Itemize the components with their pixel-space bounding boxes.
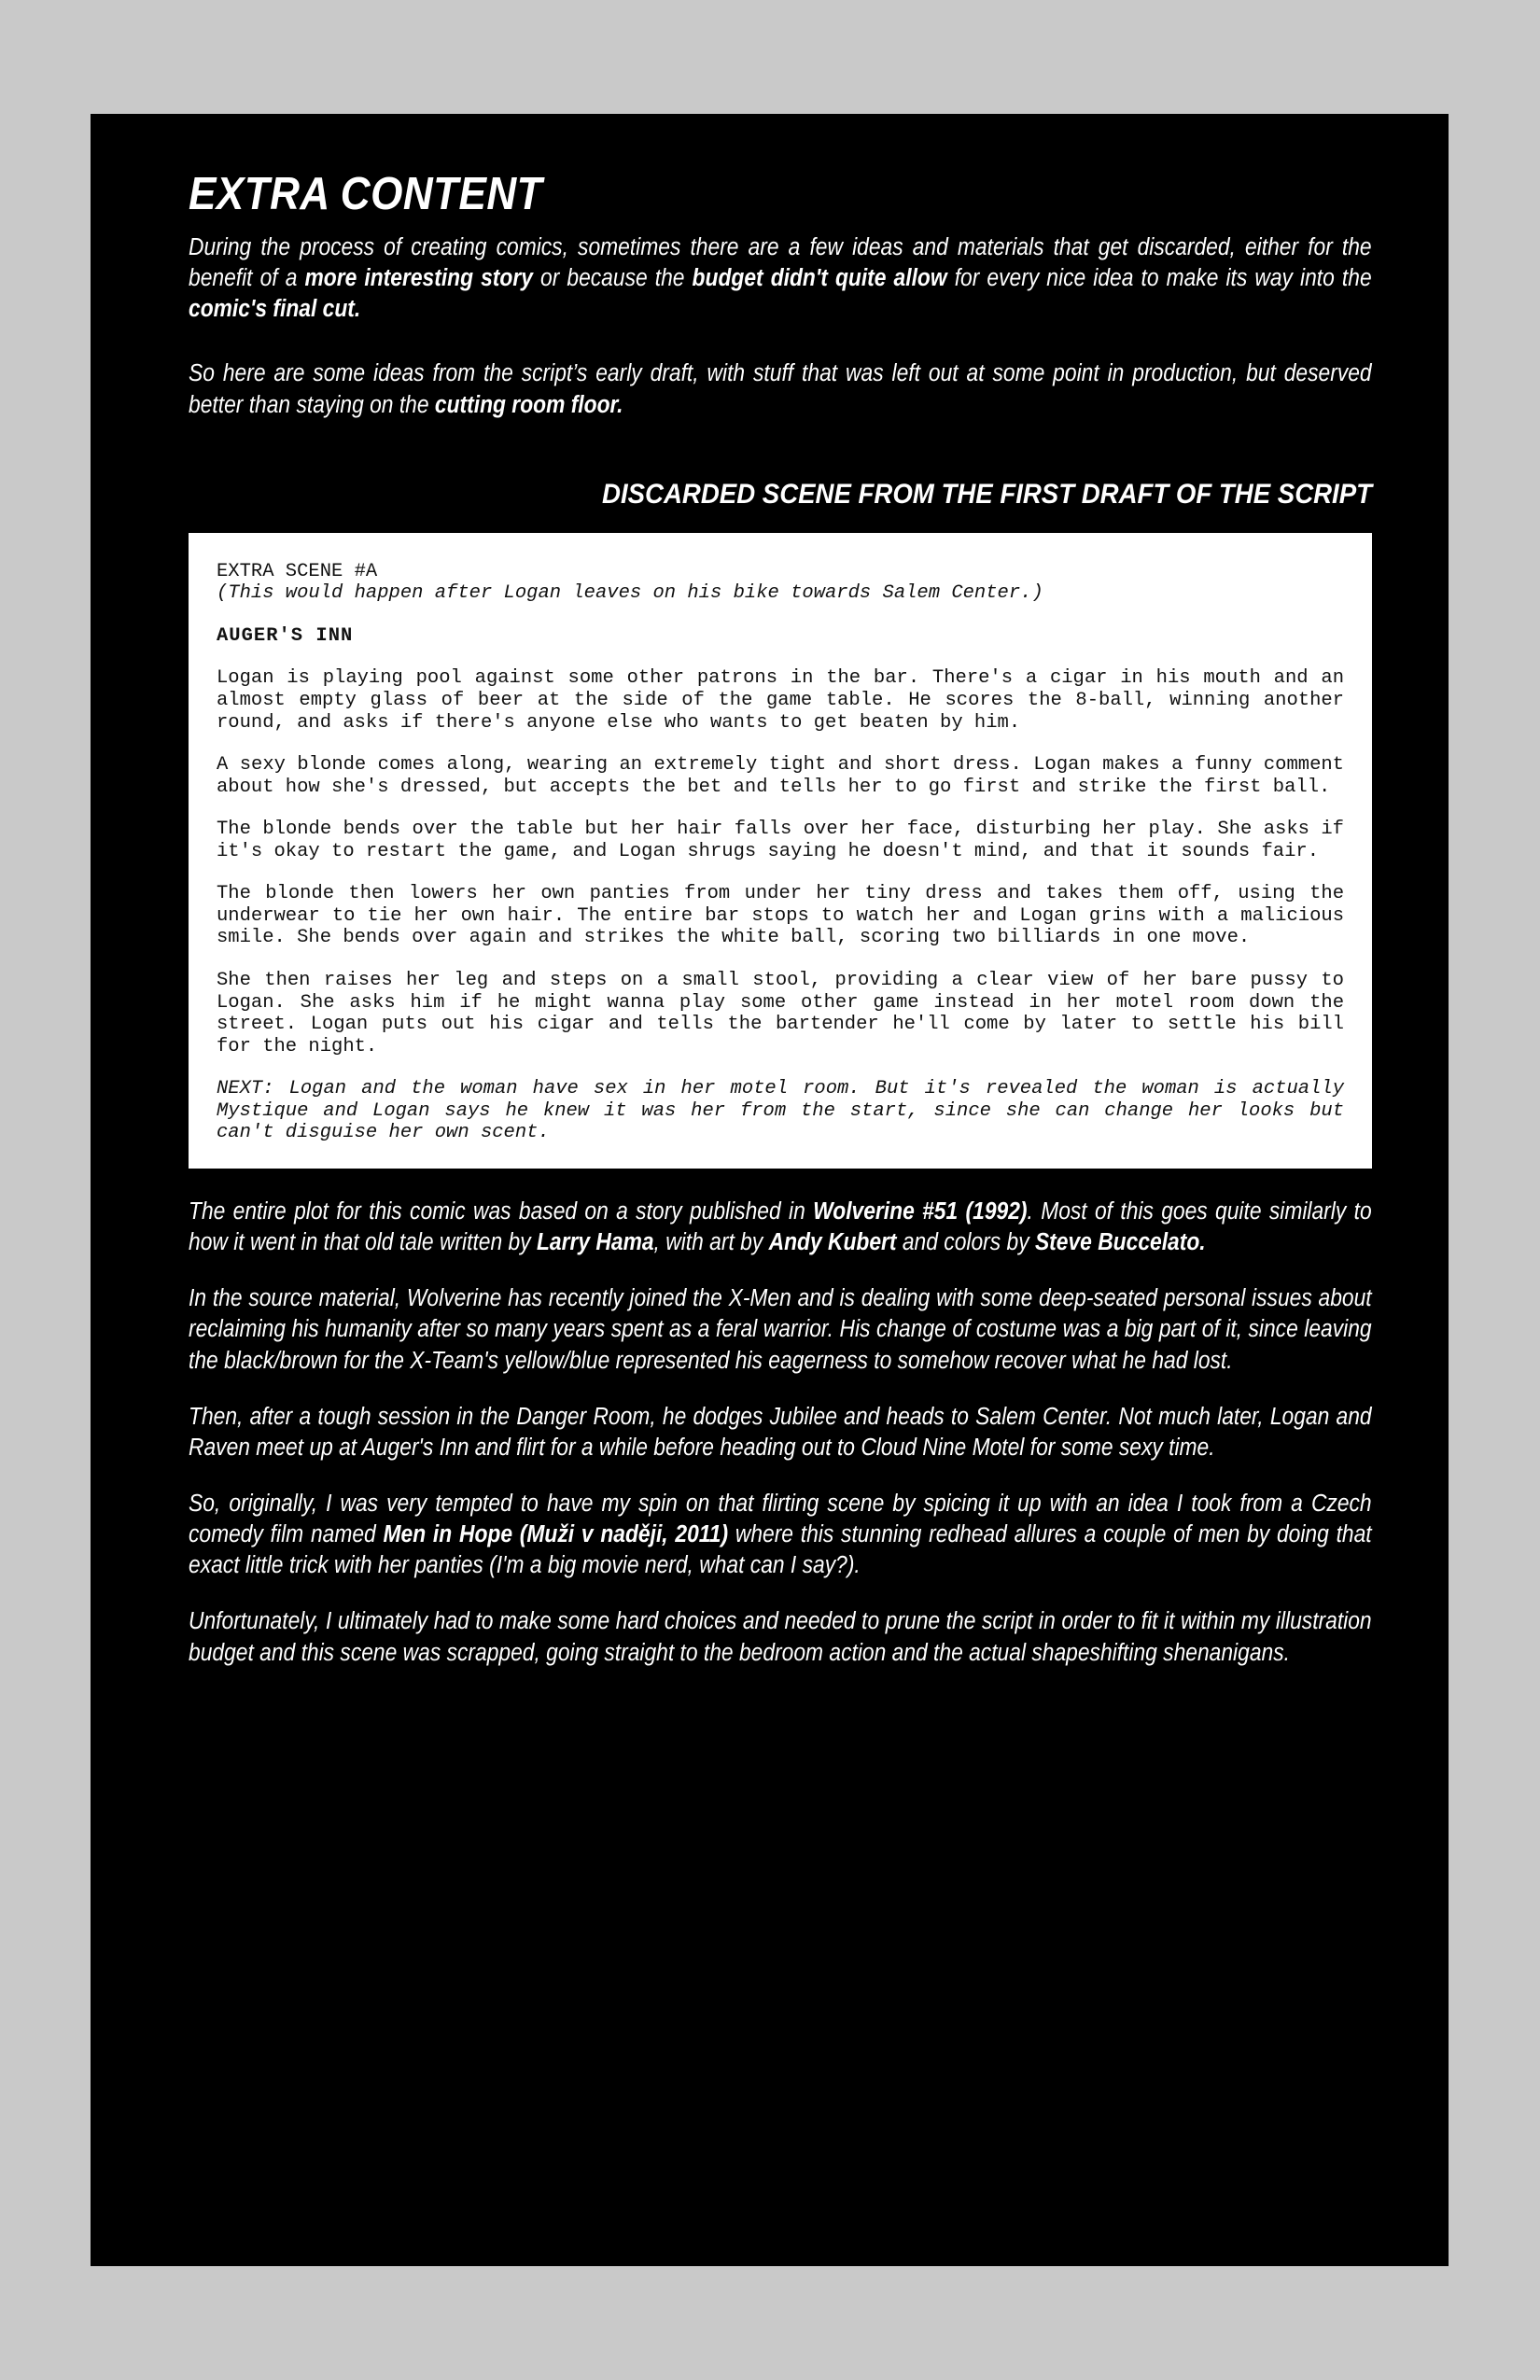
commentary-paragraph-2: In the source material, Wolverine has recently joined the X-Men and is dealing with some deep-seated personal issues about reclaiming his humanity after so many years spent as a feral warrior. His change of costume was a big part of it, since leaving the black/brown for the X-Team's yellow/blue represented his eagerness to somehow recover what he had lost. <box>189 1285 1372 1374</box>
commentary-paragraph-4: So, originally, I was very tempted to have my spin on that flirting scene by spicing it up with an idea I took from a Czech comedy film named Men in Hope (Muži v naději, 2011) where this stunning redhead allures a couple of men by doing that exact little trick with her panties (I'm a big movie nerd, what can I say?). <box>189 1490 1372 1579</box>
script-paragraph-list <box>217 667 1344 1057</box>
intro-paragraph-1: During the process of creating comics, sometimes there are a few ideas and materials that get discarded, either for the benefit of a more interesting story or because the budget didn't quite allow for every nice idea to make its way into the comic's final cut. <box>189 234 1372 323</box>
script-paragraph: The blonde then lowers her own panties from under her tiny dress and takes them off, using the underwear to tie her own hair. The entire bar stops to watch her and Logan grins with a malicious smile. She bends over again and strikes the white ball, scoring two billiards in one move. <box>217 883 1344 949</box>
section-heading-discarded-scene: DISCARDED SCENE FROM THE FIRST DRAFT OF THE SCRIPT <box>602 478 1372 510</box>
commentary-paragraph-3: Then, after a tough session in the Danger Room, he dodges Jubilee and heads to Salem Center. Not much later, Logan and Raven meet up at Auger's Inn and flirt for a while before heading out to Cloud Nine Motel for some sexy time. <box>189 1403 1372 1461</box>
script-paragraph: Logan is playing pool against some other patrons in the bar. There's a cigar in his mouth and an almost empty glass of beer at the side of the game table. He scores the 8-ball, winning another round, and asks if there's anyone else who wants to get beaten by him. <box>217 667 1344 734</box>
commentary-section <box>189 1197 1372 1669</box>
script-paragraph: She then raises her leg and steps on a small stool, providing a clear view of her bare pussy to Logan. She asks him if he might wanna play some other game instead in her motel room down the street. Logan puts out his cigar and tells the bartender he'll come by later to settle his bill for the night. <box>217 970 1344 1057</box>
intro-paragraph-2: So here are some ideas from the script’s early draft, with stuff that was left out at some point in production, but deserved better than staying on the cutting room floor. <box>189 360 1372 418</box>
script-next-paragraph: NEXT: Logan and the woman have sex in her motel room. But it's revealed the woman is actually Mystique and Logan says he knew it was her from the start, since she can change her looks but can't disguise her own scent. <box>217 1078 1344 1144</box>
extra-content-sheet <box>91 114 1449 2266</box>
script-scene-note: (This would happen after Logan leaves on his bike towards Salem Center.) <box>217 582 1043 605</box>
script-paragraph: The blonde bends over the table but her hair falls over her face, disturbing her play. She asks if it's okay to restart the game, and Logan shrugs saying he doesn't mind, and that it sounds fair. <box>217 819 1344 862</box>
commentary-paragraph-1: The entire plot for this comic was based on a story published in Wolverine #51 (1992). Most of this goes quite similarly to how it went in that old tale written by Larry Hama, with art by Andy Kubert and colors by Steve Buccelato. <box>189 1197 1372 1256</box>
script-excerpt-box <box>189 533 1372 1169</box>
page-title: EXTRA CONTENT <box>189 169 543 219</box>
script-location-header: AUGER'S INN <box>217 624 354 647</box>
script-scene-header: EXTRA SCENE #A <box>217 560 378 582</box>
script-paragraph: A sexy blonde comes along, wearing an extremely tight and short dress. Logan makes a funny comment about how she's dressed, but accepts the bet and tells her to go first and strike the first ball. <box>217 754 1344 798</box>
content-column <box>189 169 1372 1669</box>
commentary-paragraph-5: Unfortunately, I ultimately had to make some hard choices and needed to prune the script in order to fit it within my illustration budget and this scene was scrapped, going straight to the bedroom action and the actual shapeshifting shenanigans. <box>189 1608 1372 1666</box>
